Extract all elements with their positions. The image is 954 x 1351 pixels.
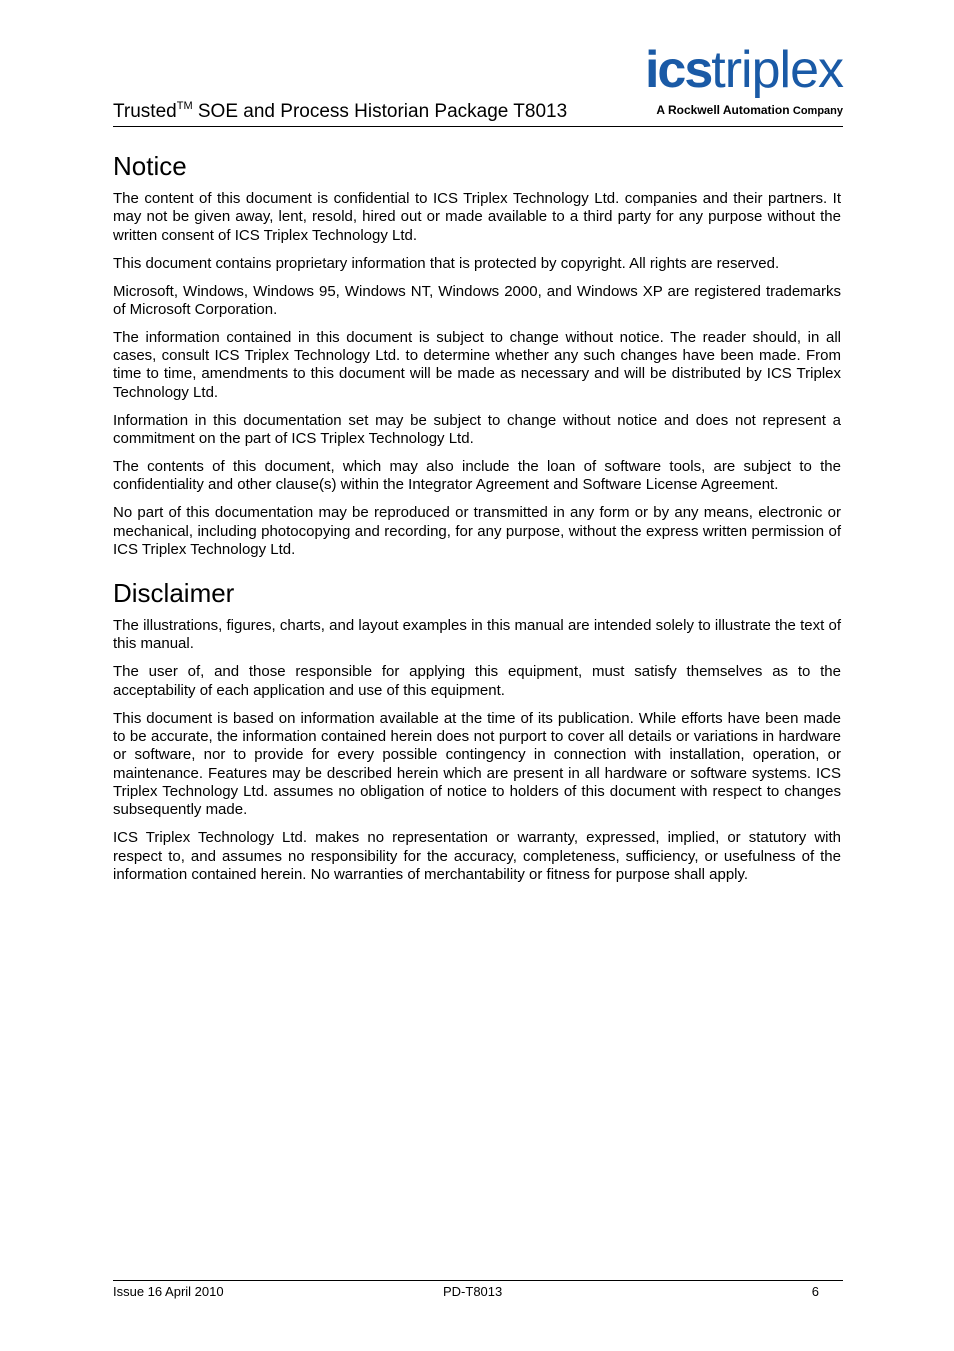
disclaimer-paragraph: This document is based on information available at the time of its publication. While efforts have been made to be accurate, the information contained herein does not purport to cover all details or variations in hardware or software, nor to provide for every possible contingency in connection with installation, operation, or maintenance. Features may be described herein which are present in all hardware or software systems. ICS Triplex Technology Ltd. assumes no obligation of notice to holders of this document with respect to changes subsequently made. <box>113 709 841 819</box>
footer-doc-id: PD-T8013 <box>443 1284 503 1299</box>
logo-wordmark <box>645 40 843 100</box>
notice-paragraph: The content of this document is confidential to ICS Triplex Technology Ltd. companies and their partners. It may not be given away, lent, resold, hired out or made available to a third party for any purpose without the written consent of ICS Triplex Technology Ltd. <box>113 190 841 244</box>
document-title <box>113 100 567 123</box>
footer-issue: Issue 16 April 2010 <box>113 1284 224 1299</box>
page-footer <box>113 1280 843 1299</box>
notice-paragraph: No part of this documentation may be reproduced or transmitted in any form or by any means, electronic or mechanical, including photocopying and recording, for any purpose, without the express written permission of ICS Triplex Technology Ltd. <box>113 504 841 558</box>
disclaimer-paragraph: The user of, and those responsible for applying this equipment, must satisfy themselves as to the acceptability of each application and use of this equipment. <box>113 663 841 699</box>
page-body <box>113 150 841 894</box>
logo-ics: ics <box>644 41 712 99</box>
notice-paragraph: Microsoft, Windows, Windows 95, Windows NT, Windows 2000, and Windows XP are registered trademarks of Microsoft Corporation. <box>113 282 841 318</box>
ics-triplex-logo <box>603 40 843 120</box>
trademark-superscript: TM <box>176 100 193 112</box>
footer-page-number: 6 <box>811 1284 819 1299</box>
notice-heading: Notice <box>113 151 187 181</box>
disclaimer-paragraph: ICS Triplex Technology Ltd. makes no representation or warranty, expressed, implied, or statutory with respect to, and assumes no responsibility for the accuracy, completeness, sufficiency, or usefulness of the information contained herein. No warranties of merchantability or fitness for purpose shall apply. <box>113 829 841 883</box>
logo-triplex: triplex <box>711 41 843 99</box>
title-prefix: Trusted <box>113 101 177 122</box>
notice-paragraph: The information contained in this document is subject to change without notice. The reader should, in all cases, consult ICS Triplex Technology Ltd. to determine whether any such changes have been made. From time to time, amendments to this document will be made as necessary and will be distributed by ICS Triplex Technology Ltd. <box>113 328 841 401</box>
logo-tagline-bold: A Rockwell Automation <box>656 103 790 117</box>
disclaimer-heading: Disclaimer <box>113 578 235 609</box>
page-header <box>113 40 843 127</box>
logo-tagline-rest: Company <box>792 105 843 117</box>
notice-paragraph: The contents of this document, which may also include the loan of software tools, are subject to the confidentiality and other clause(s) within the Integrator Agreement and Software License Agreement. <box>113 458 841 494</box>
notice-paragraph: Information in this documentation set may be subject to change without notice and does not represent a commitment on the part of ICS Triplex Technology Ltd. <box>113 411 841 448</box>
logo-tagline <box>656 103 843 117</box>
title-suffix: SOE and Process Historian Package T8013 <box>192 101 568 122</box>
disclaimer-paragraph: The illustrations, figures, charts, and layout examples in this manual are intended solely to illustrate the text of this manual. <box>113 617 841 653</box>
notice-paragraph: This document contains proprietary information that is protected by copyright. All rights are reserved. <box>113 254 780 272</box>
